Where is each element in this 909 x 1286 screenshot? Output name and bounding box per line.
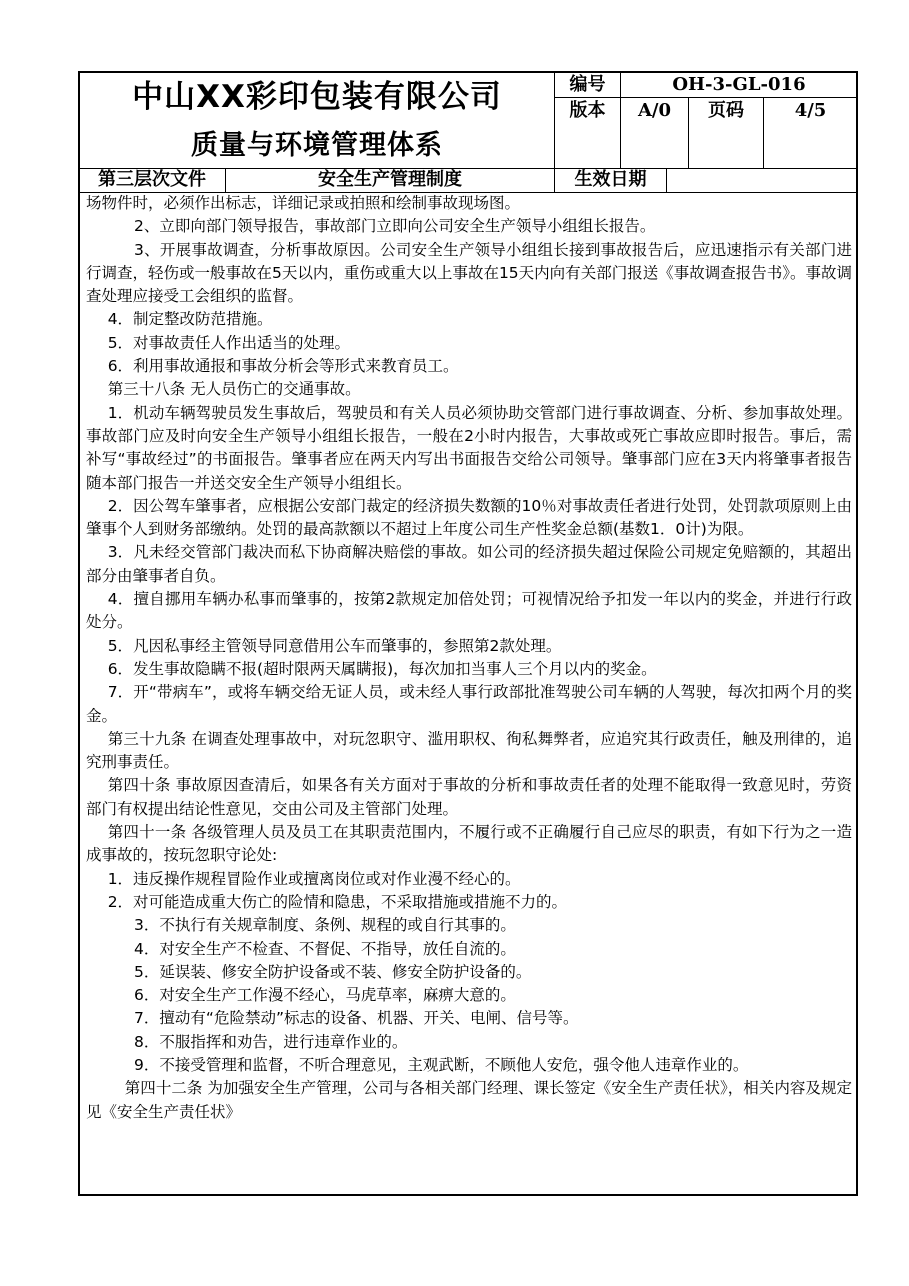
list-item: 2．对可能造成重大伤亡的险情和隐患，不采取措施或措施不力的。 (107, 892, 568, 911)
list-item: 9．不接受管理和监督，不听合理意见，主观武断，不顾他人安危，强令他人违章作业的。 (134, 1055, 749, 1074)
document-title: 安全生产管理制度 (318, 169, 462, 190)
effective-date-label: 生效日期 (574, 169, 647, 190)
list-item: 8．不服指挥和劝告，进行违章作业的。 (134, 1032, 408, 1051)
article-paragraph: 第四十一条 各级管理人员及员工在其职责范围内，不履行或不正确履行自己应尽的职责，有如下行为之一造成事故的，按玩忽职守论处: (86, 823, 852, 865)
paragraph: 4．擅自挪用车辆办私事而肇事的，按第2款规定加倍处罚；可视情况给予扣发一年以内的奖金，并进行行政处分。 (86, 590, 852, 632)
company-name: 中山XX彩印包装有限公司 (132, 79, 502, 115)
document-level: 第三层次文件 (98, 169, 206, 190)
paragraph: 7．开“带病车”，或将车辆交给无证人员，或未经人事行政部批准驾驶公司车辆的人驾驶，每次扣两个月的奖金。 (86, 683, 852, 725)
list-item: 3．不执行有关规章制度、条例、规程的或自行其事的。 (134, 916, 516, 935)
version-label: 版本 (569, 100, 606, 121)
paragraph: 场物件时，必须作出标志，详细记录或拍照和绘制事故现场图。 (86, 194, 521, 212)
list-item: 4．对安全生产不检查、不督促、不指导，放任自流的。 (134, 939, 516, 958)
article-paragraph: 第四十条 事故原因查清后，如果各有关方面对于事故的分析和事故责任者的处理不能取得一致意见时，劳资部门有权提出结论性意见，交由公司及主管部门处理。 (86, 776, 852, 818)
document-body (86, 192, 852, 1124)
page-label: 页码 (708, 100, 744, 121)
number-label: 编号 (569, 74, 606, 95)
list-item: 1．违反操作规程冒险作业或擅离岗位或对作业漫不经心的。 (107, 869, 521, 888)
management-system-title: 质量与环境管理体系 (191, 130, 443, 161)
paragraph: 4．制定整改防范措施。 (107, 310, 273, 329)
header-divider-effective (666, 168, 667, 192)
paragraph: 6．利用事故通报和事故分析会等形式来教育员工。 (107, 357, 459, 376)
paragraph: 2、立即向部门领导报告，事故部门立即向公司安全生产领导小组组长报告。 (134, 217, 656, 236)
paragraph: 2．因公驾车肇事者，应根据公安部门裁定的经济损失数额的10％对事故责任者进行处罚，处罚款项原则上由肇事个人到财务部缴纳。处罚的最高款额以不超过上年度公司生产性奖金总额(基数1．0计)为限。 (86, 496, 852, 539)
paragraph: 5．凡因私事经主管领导同意借用公车而肇事的，参照第2款处理。 (107, 636, 562, 655)
list-item: 7．擅动有“危险禁动”标志的设备、机器、开关、电闸、信号等。 (134, 1009, 579, 1028)
paragraph: 1．机动车辆驾驶员发生事故后，驾驶员和有关人员必须协助交管部门进行事故调查、分析、参加事故处理。事故部门应及时向安全生产领导小组组长报告，一般在2小时内报告，大事故或死亡事故应即时报告。事后，需补写“事故经过”的书面报告。肇事者应在两天内写出书面报告交给公司领导。肇事部门应在3天内将肇事者报告随本部门报告一并送交安全生产领导小组组长。 (86, 403, 852, 492)
article-paragraph: 第四十二条 为加强安全生产管理，公司与各相关部门经理、课长签定《安全生产责任状》，相关内容及规定见《安全生产责任状》 (86, 1079, 852, 1121)
paragraph: 6．发生事故隐瞒不报(超时限两天属瞒报)，每次加扣当事人三个月以内的奖金。 (107, 659, 657, 678)
page-value: 4/5 (794, 100, 827, 121)
version-value: A/0 (637, 100, 672, 121)
list-item: 5．延误装、修安全防护设备或不装、修安全防护设备的。 (134, 962, 532, 981)
article-paragraph: 第三十九条 在调查处理事故中，对玩忽职守、滥用职权、徇私舞弊者，应追究其行政责任，触及刑律的，追究刑事责任。 (86, 729, 852, 772)
paragraph: 3、开展事故调查，分析事故原因。公司安全生产领导小组组长接到事故报告后，应迅速指示有关部门进行调查，轻伤或一般事故在5天以内，重伤或重大以上事故在15天内向有关部门报送《事故调查报告书》。事故调查处理应接受工会组织的监督。 (86, 240, 852, 306)
paragraph: 5．对事故责任人作出适当的处理。 (107, 333, 351, 352)
paragraph: 3．凡未经交管部门裁决而私下协商解决赔偿的事故。如公司的经济损失超过保险公司规定免赔额的，其超出部分由肇事者自负。 (86, 543, 852, 585)
article-heading: 第三十八条 无人员伤亡的交通事故。 (107, 380, 361, 399)
number-value: OH-3-GL-016 (672, 74, 806, 95)
list-item: 6．对安全生产工作漫不经心，马虎草率，麻痹大意的。 (134, 986, 516, 1005)
